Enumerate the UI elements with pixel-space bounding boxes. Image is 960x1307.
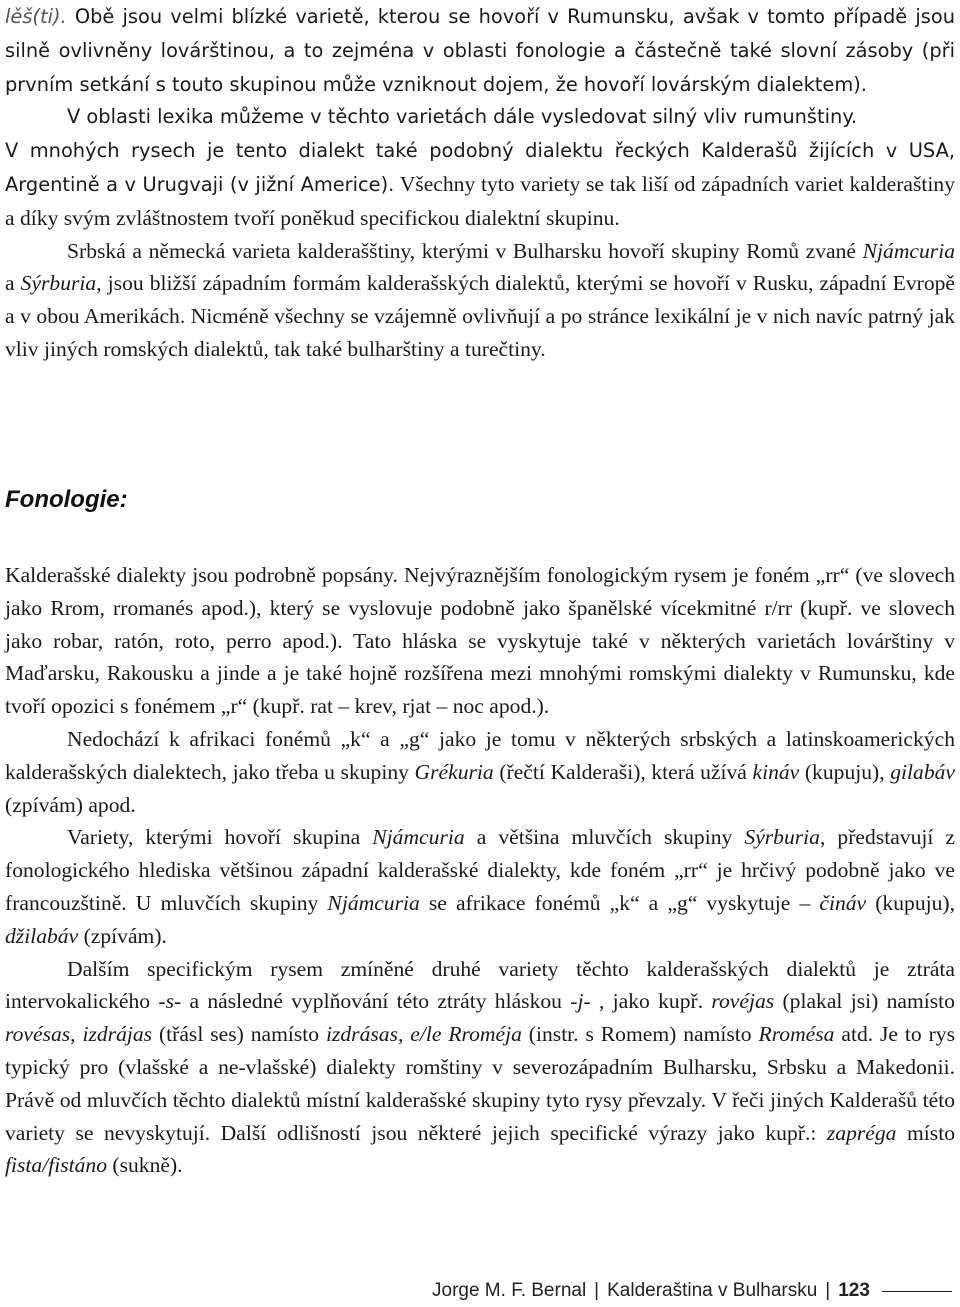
intro-p1-rest: Obě jsou velmi blízké varietě, kterou se hovoří v Rumunsku, avšak v tomto případě jsou silně ovlivněny lovárštinou, a to zejména v oblasti fonologie a částečně také slovní zásoby (při prvním setkání s touto skupinou může vzniknout dojem, že hovoří lovárským dialektem). [5,5,955,96]
italic-term: Sýrburia [20,271,97,296]
text-run: Kalderašské dialekty jsou podrobně popsány. Nejvýraznějším fonologickým rysem je foném „rr“ (ve slovech jako Rrom, rromanés apod.), který se vyslovuje podobně jako španělské vícekmitné r/rr (kupř. ve slovech jako robar, ratón, roto, perro apod.). Tato hláska se vyskytuje také v některých varietách lovárštiny v Maďarsku, Rakousku a jinde a je také hojně rozšířena mezi mnohými romskými dialekty v Rumunsku, kde tvoří opozici s fonémem „r“ (kupř. rat – krev, rjat – noc apod.). [5,563,955,719]
footer-separator-2: | [825,1280,831,1301]
italic-term: Njámcuria [862,238,955,263]
italic-term: rovéjas [711,989,775,1014]
italic-term: zapréga [826,1120,897,1145]
page-body [5,0,955,366]
italic-term: izdrájas [82,1022,153,1047]
footer-separator-1: | [594,1280,600,1301]
text-run: Variety, kterými hovoří skupina [67,825,373,850]
text-run: a následné vyplňování této ztráty hláskou [181,989,571,1014]
italic-term: džilabáv [5,923,79,948]
footer-author: Jorge M. F. Bernal [432,1280,587,1301]
italic-term: Njámcuria [372,825,465,850]
text-run: , jsou bližší západním formám kalderašských dialektů, kterými se hovoří v Rusku, západní Evropě a v obou Amerikách. Nicméně všechny se vzájemně ovlivňují a po stránce lexikální je v nich navíc patrný jak vliv jiných romských dialektů, tak také bulharštiny a turečtiny. [5,271,955,361]
page-number: 123 [838,1280,870,1301]
italic-term: Rromésa [758,1022,835,1047]
text-run: Dalším specifickým rysem zmíněné druhé variety těchto kalderašských dialektů je ztráta intervokalického [5,956,955,1014]
italic-term: čináv [819,890,867,915]
italic-term: Sýrburia [744,825,820,850]
text-run: se afrikace fonémů „k“ a „g“ vyskytuje – [419,890,820,915]
intro-paragraph-4 [5,235,955,366]
body-paragraph [5,953,955,1183]
text-run: , jako kupř. [590,989,712,1014]
body-paragraph [5,723,955,821]
text-run: Nedochází k afrikaci fonémů „k“ a „g“ jako je tomu v některých srbských a latinskoamerických kalderašských dialektech, jako třeba u skupiny [5,726,955,784]
section-heading: Fonologie: [5,486,128,513]
intro-p3-b: Všechny tyto variety se tak liší od západních variet kalderaštiny a díky svým zvláštnostem tvoří poněkud specifickou dialektní skupinu. [5,171,955,230]
text-run: (kupuju), [799,759,891,784]
text-run: (řečtí Kalderaši), která užívá [493,759,753,784]
italic-term: e/le Rroméja [410,1022,522,1047]
italic-term: gilabáv [890,759,956,784]
text-run: , [397,1022,411,1047]
italic-term: Njámcuria [327,890,420,915]
body-paragraph [5,559,955,723]
intro-p1-lead: lěš(ti). [5,5,67,28]
italic-term: -j- [570,989,591,1014]
intro-p3-a: V mnohých rysech je tento dialekt také podobný dialektu řeckých Kalderašů žijících v USA, Argentině a v Urugvaji (v jižní Americe). [5,139,955,196]
italic-term: izdrásas [325,1022,398,1047]
text-run: (plakal jsi) namísto [774,989,955,1014]
intro-paragraph-2: V oblasti lexika můžeme v těchto varietách dále vysledovat silný vliv rumunštiny. [67,105,858,129]
text-run: (sukně). [107,1153,183,1178]
italic-term: Grékuria [414,759,494,784]
text-run: (zpívám) apod. [5,792,136,817]
text-run: a [5,271,21,296]
text-run: (třásl ses) namísto [152,1022,326,1047]
italic-term: rovésas [5,1022,71,1047]
text-run: (zpívám). [78,923,167,948]
footer-rule [882,1291,952,1292]
section-body [5,559,955,1182]
footer-title: Kalderaština v Bulharsku [607,1280,818,1301]
intro-paragraph-1 [5,0,955,101]
page-footer [432,1278,952,1304]
text-run: , [70,1022,83,1047]
text-run: místo [896,1120,955,1145]
text-run: a většina mluvčích skupiny [464,825,745,850]
text-run: Srbská a německá varieta kalderašštiny, kterými v Bulharsku hovoří skupiny Romů zvané [67,238,863,263]
italic-term: kináv [752,759,800,784]
text-run: , představují z fonologického hlediska většinou západní kalderašské dialekty, kde foném „rr“ je hrčivý podobně jako ve francouzštině. U mluvčích skupiny [5,825,955,915]
body-paragraph [5,821,955,952]
italic-term: -s- [158,989,182,1014]
text-run: (instr. s Romem) namísto [521,1022,759,1047]
text-run: (kupuju), [866,890,955,915]
italic-term: fista/fistáno [5,1153,107,1178]
text-run: atd. Je to rys typický pro (vlašské a ne-vlašské) dialekty romštiny v severozápadním Bulharsku, Srbsku a Makedonii. Právě od mluvčích těchto dialektů místní kalderašské skupiny tyto rysy převzaly. V řeči jiných Kalderašů této variety se nevyskytují. Další odlišností jsou některé jejich specifické výrazy jako kupř.: [5,1022,955,1145]
intro-paragraph-3 [5,134,955,234]
